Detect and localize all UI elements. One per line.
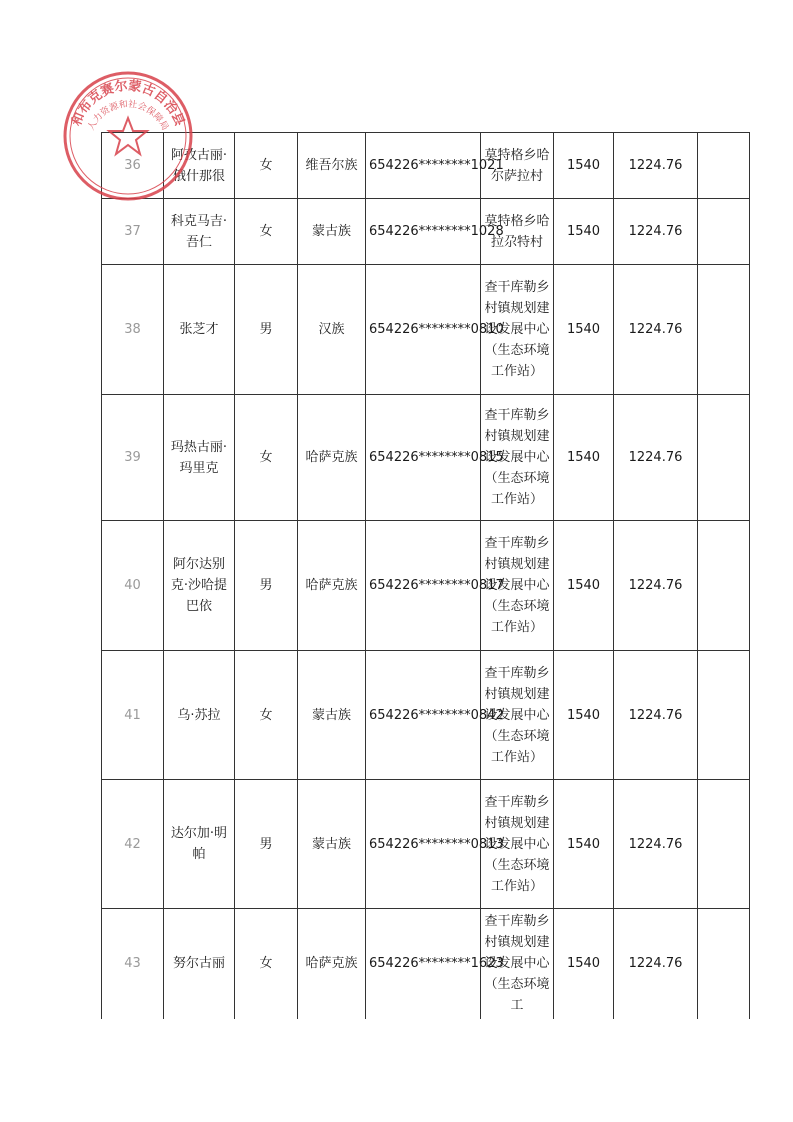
personnel-table bbox=[101, 132, 750, 1019]
table-row bbox=[102, 780, 750, 909]
id-number-cell: 654226********0813 bbox=[366, 780, 481, 909]
id-number-cell: 654226********0817 bbox=[366, 521, 481, 651]
note-cell bbox=[698, 133, 750, 199]
row-index-cell: 38 bbox=[102, 265, 164, 395]
table-body bbox=[102, 133, 750, 1019]
work-unit-cell: 查干库勒乡村镇规划建设发展中心（生态环境工作站） bbox=[481, 780, 554, 909]
gender-cell: 女 bbox=[235, 909, 298, 1019]
id-number-cell: 654226********1623 bbox=[366, 909, 481, 1019]
work-unit-cell: 查干库勒乡村镇规划建设发展中心（生态环境工 bbox=[481, 909, 554, 1019]
official-seal bbox=[58, 66, 198, 206]
person-name-cell: 乌·苏拉 bbox=[164, 651, 235, 780]
row-index-cell: 40 bbox=[102, 521, 164, 651]
work-unit-cell: 莫特格乡哈尔萨拉村 bbox=[481, 133, 554, 199]
table-row bbox=[102, 199, 750, 265]
id-number-cell: 654226********0842 bbox=[366, 651, 481, 780]
gender-cell: 男 bbox=[235, 265, 298, 395]
person-name-cell: 阿尔达别克·沙哈提巴依 bbox=[164, 521, 235, 651]
gender-cell: 女 bbox=[235, 133, 298, 199]
row-index-cell: 39 bbox=[102, 395, 164, 521]
note-cell bbox=[698, 909, 750, 1019]
person-name-cell: 张芝才 bbox=[164, 265, 235, 395]
row-index-cell: 42 bbox=[102, 780, 164, 909]
note-cell bbox=[698, 651, 750, 780]
work-unit-cell: 查干库勒乡村镇规划建设发展中心（生态环境工作站） bbox=[481, 395, 554, 521]
amount-base-cell: 1540 bbox=[554, 199, 614, 265]
amount-base-cell: 1540 bbox=[554, 909, 614, 1019]
row-index-cell: 36 bbox=[102, 133, 164, 199]
person-name-cell: 玛热古丽·玛里克 bbox=[164, 395, 235, 521]
amount-base-cell: 1540 bbox=[554, 651, 614, 780]
amount-paid-cell: 1224.76 bbox=[614, 265, 698, 395]
person-name-cell: 努尔古丽 bbox=[164, 909, 235, 1019]
work-unit-cell: 莫特格乡哈拉尕特村 bbox=[481, 199, 554, 265]
id-number-cell: 654226********1028 bbox=[366, 199, 481, 265]
seal-text-inner: 人力资源和社会保障局 bbox=[86, 99, 170, 133]
amount-paid-cell: 1224.76 bbox=[614, 133, 698, 199]
note-cell bbox=[698, 780, 750, 909]
work-unit-cell: 查干库勒乡村镇规划建设发展中心（生态环境工作站） bbox=[481, 651, 554, 780]
person-name-cell: 阿孜古丽·俄什那很 bbox=[164, 133, 235, 199]
amount-paid-cell: 1224.76 bbox=[614, 651, 698, 780]
row-index-cell: 41 bbox=[102, 651, 164, 780]
amount-paid-cell: 1224.76 bbox=[614, 395, 698, 521]
ethnicity-cell: 哈萨克族 bbox=[298, 909, 366, 1019]
amount-paid-cell: 1224.76 bbox=[614, 780, 698, 909]
table-row bbox=[102, 133, 750, 199]
gender-cell: 男 bbox=[235, 780, 298, 909]
ethnicity-cell: 哈萨克族 bbox=[298, 521, 366, 651]
work-unit-cell: 查干库勒乡村镇规划建设发展中心（生态环境工作站） bbox=[481, 521, 554, 651]
amount-base-cell: 1540 bbox=[554, 133, 614, 199]
person-name-cell: 科克马吉·吾仁 bbox=[164, 199, 235, 265]
ethnicity-cell: 蒙古族 bbox=[298, 651, 366, 780]
ethnicity-cell: 维吾尔族 bbox=[298, 133, 366, 199]
ethnicity-cell: 蒙古族 bbox=[298, 780, 366, 909]
gender-cell: 女 bbox=[235, 651, 298, 780]
row-index-cell: 43 bbox=[102, 909, 164, 1019]
id-number-cell: 654226********0815 bbox=[366, 395, 481, 521]
ethnicity-cell: 蒙古族 bbox=[298, 199, 366, 265]
work-unit-cell: 查干库勒乡村镇规划建设发展中心（生态环境工作站） bbox=[481, 265, 554, 395]
note-cell bbox=[698, 395, 750, 521]
note-cell bbox=[698, 199, 750, 265]
amount-paid-cell: 1224.76 bbox=[614, 199, 698, 265]
gender-cell: 男 bbox=[235, 521, 298, 651]
table-row bbox=[102, 651, 750, 780]
note-cell bbox=[698, 265, 750, 395]
seal-text-outer: 和布克赛尔蒙古自治县 bbox=[69, 78, 187, 129]
amount-base-cell: 1540 bbox=[554, 395, 614, 521]
table-row bbox=[102, 521, 750, 651]
id-number-cell: 654226********1021 bbox=[366, 133, 481, 199]
ethnicity-cell: 汉族 bbox=[298, 265, 366, 395]
amount-base-cell: 1540 bbox=[554, 521, 614, 651]
id-number-cell: 654226********0810 bbox=[366, 265, 481, 395]
gender-cell: 女 bbox=[235, 395, 298, 521]
ethnicity-cell: 哈萨克族 bbox=[298, 395, 366, 521]
table-row bbox=[102, 395, 750, 521]
row-index-cell: 37 bbox=[102, 199, 164, 265]
star-icon bbox=[109, 118, 147, 154]
amount-base-cell: 1540 bbox=[554, 780, 614, 909]
table-row bbox=[102, 909, 750, 1019]
note-cell bbox=[698, 521, 750, 651]
amount-base-cell: 1540 bbox=[554, 265, 614, 395]
amount-paid-cell: 1224.76 bbox=[614, 909, 698, 1019]
table-row bbox=[102, 265, 750, 395]
gender-cell: 女 bbox=[235, 199, 298, 265]
person-name-cell: 达尔加·明帕 bbox=[164, 780, 235, 909]
amount-paid-cell: 1224.76 bbox=[614, 521, 698, 651]
